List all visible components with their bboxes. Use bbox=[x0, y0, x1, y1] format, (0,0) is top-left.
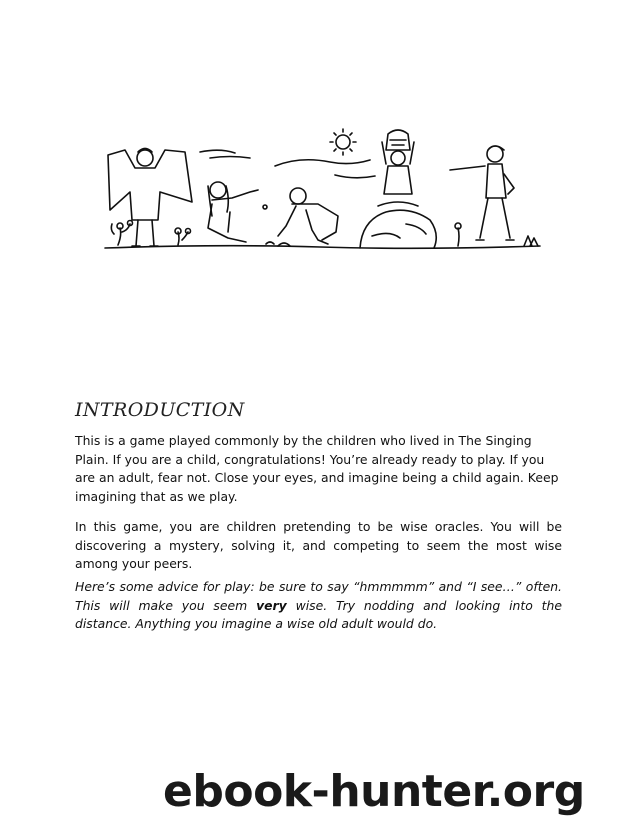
pointing-child-figure bbox=[450, 146, 538, 246]
advice-text-end: wise. Try nodding and looking into the distance. Anything you imagine a wise old adult would do. bbox=[75, 597, 562, 632]
crouching-child-figure bbox=[266, 188, 338, 246]
advice-emphasis: very bbox=[256, 597, 287, 613]
sun-icon bbox=[330, 129, 356, 155]
child-on-rock-figure bbox=[360, 130, 436, 248]
advice-text-start: Here’s some advice for play: be sure to say “hmmmmm” and “I see…” often. This will make you seem bbox=[75, 579, 562, 613]
advice-paragraph bbox=[75, 578, 562, 634]
intro-paragraph-1: This is a game played commonly by the children who lived in The Singing Plain. If you are a child, congratulations! You’re already ready to play. If you are an adult, fear not. Close your eyes, and imagine being a child again. Keep imagining that as we play. bbox=[75, 433, 559, 504]
intro-paragraph-2: In this game, you are children pretending to be wise oracles. You will be discovering a mystery, solving it, and competing to seem the most wise among your peers. bbox=[75, 519, 562, 572]
ground-line bbox=[105, 246, 540, 249]
wind-lines bbox=[200, 150, 375, 178]
section-heading: INTRODUCTION bbox=[75, 399, 245, 421]
watermark-text: ebook-hunter.org bbox=[163, 766, 585, 817]
kneeling-child-figure bbox=[208, 182, 267, 242]
children-playing-illustration bbox=[100, 120, 545, 260]
